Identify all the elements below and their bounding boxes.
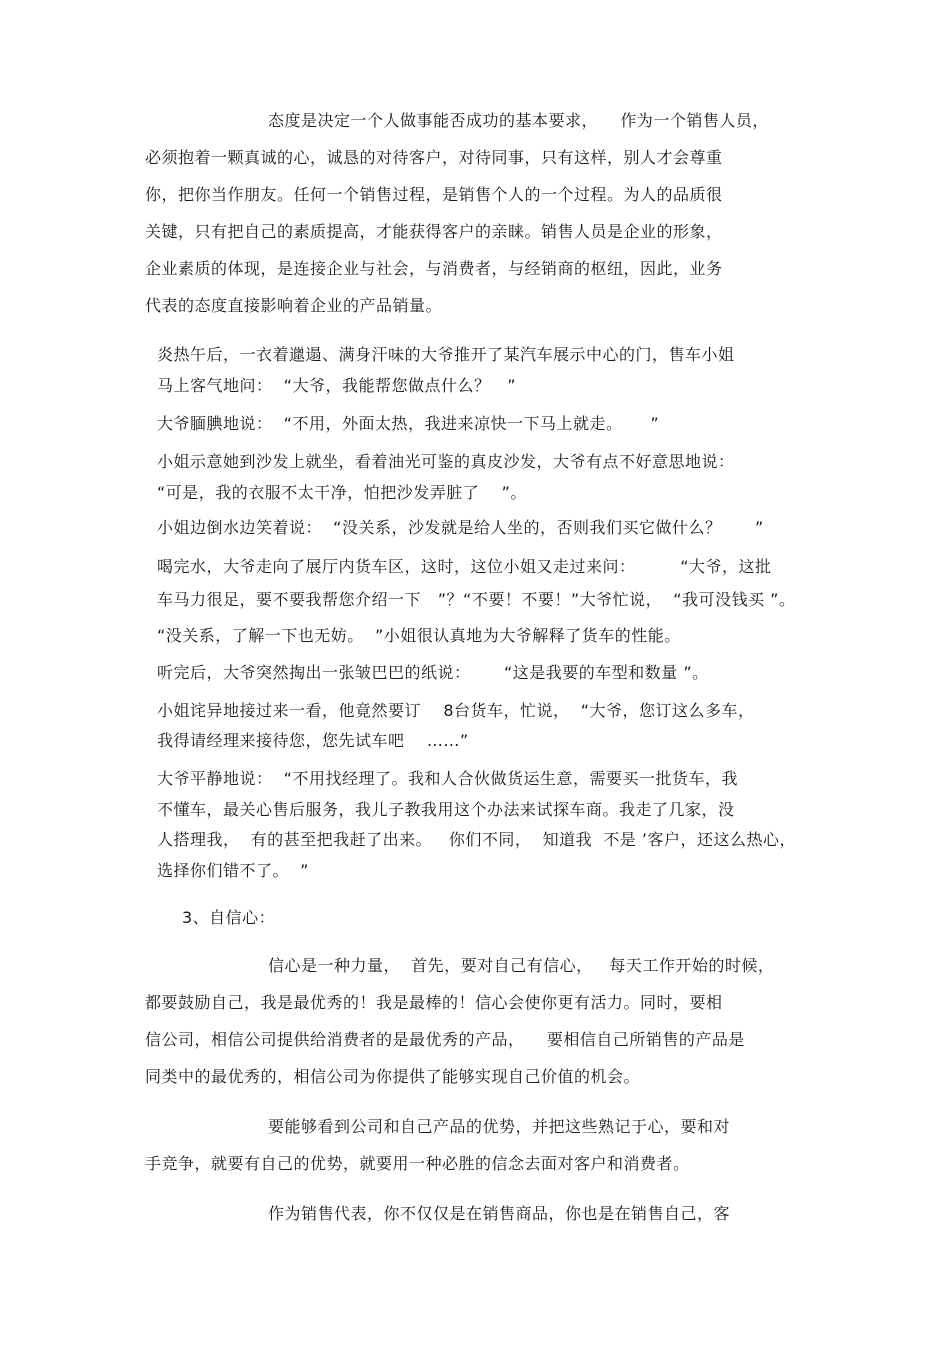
text-line: 企业素质的体现，是连接企业与社会，与消费者，与经销商的枢纽，因此，业务 <box>145 259 723 278</box>
story-line: 车马力很足，要不要我帮您介绍一下 ”？“不要！不要！”大爷忙说， “我可没钱买 ”。 <box>157 590 796 609</box>
text-line: 态度是决定一个人做事能否成功的基本要求， 作为一个销售人员， <box>268 111 769 130</box>
text-line: 手竞争，就要有自己的优势，就要用一种必胜的信念去面对客户和消费者。 <box>145 1154 690 1173</box>
text-line: 信公司，相信公司提供给消费者的是最优秀的产品， 要相信自己所销售的产品是 <box>145 1030 745 1049</box>
story-line: 炎热午后，一衣着邋遢、满身汗味的大爷推开了某汽车展示中心的门，售车小姐 <box>157 345 735 364</box>
text-line: 要能够看到公司和自己产品的优势，并把这些熟记于心，要和对 <box>268 1117 731 1136</box>
story-line: 不懂车，最关心售后服务，我儿子教我用这个办法来试探车商。我走了几家，没 <box>157 800 735 819</box>
text-line: 信心是一种力量， 首先，要对自己有信心， 每天工作开始的时候， <box>268 956 775 975</box>
text-line: 代表的态度直接影响着企业的产品销量。 <box>145 296 443 315</box>
story-line: 小姐诧异地接过来一看，他竟然要订 8台货车，忙说， “大爷，您订这么多车， <box>157 701 755 720</box>
text-line: 必须抱着一颗真诚的心，诚恳的对待客户，对待同事，只有这样，别人才会尊重 <box>145 148 723 167</box>
text-line: 同类中的最优秀的，相信公司为你提供了能够实现自己价值的机会。 <box>145 1067 641 1086</box>
story-line: 马上客气地问： “大爷，我能帮您做点什么？ ” <box>157 376 517 395</box>
story-line: 人搭理我， 有的甚至把我赶了出来。 你们不同， 知道我 不是 ’客户，还这么热心， <box>157 830 796 849</box>
text-line: 关键，只有把自己的素质提高，才能获得客户的亲睐。销售人员是企业的形象， <box>145 222 723 241</box>
story-line: “没关系，了解一下也无妨。 ”小姐很认真地为大爷解释了货车的性能。 <box>157 626 681 645</box>
story-line: 选择你们错不了。 ” <box>157 861 309 880</box>
text-line: 作为销售代表，你不仅仅是在销售商品，你也是在销售自己，客 <box>268 1204 731 1223</box>
text-line: 你，把你当作朋友。任何一个销售过程，是销售个人的一个过程。为人的品质很 <box>145 185 723 204</box>
story-line: “可是，我的衣服不太干净，怕把沙发弄脏了 ”。 <box>157 483 527 502</box>
story-line: 小姐示意她到沙发上就坐，看着油光可鉴的真皮沙发，大爷有点不好意思地说： <box>157 452 735 471</box>
story-line: 喝完水，大爷走向了展厅内货车区，这时，这位小姐又走过来问： “大爷，这批 <box>157 557 772 576</box>
story-line: 大爷平静地说： “不用找经理了。我和人合伙做货运生意，需要买一批货车，我 <box>157 769 738 788</box>
section-heading: 3、自信心： <box>182 908 276 927</box>
story-line: 大爷腼腆地说： “不用，外面太热，我进来凉快一下马上就走。 ” <box>157 414 660 433</box>
story-line: 小姐边倒水边笑着说： “没关系，沙发就是给人坐的，否则我们买它做什么？ ” <box>157 518 764 537</box>
story-line: 我得请经理来接待您，您先试车吧 ……” <box>157 731 469 750</box>
text-line: 都要鼓励自己，我是最优秀的！我是最棒的！信心会使你更有活力。同时，要相 <box>145 993 723 1012</box>
story-line: 听完后，大爷突然掏出一张皱巴巴的纸说： “这是我要的车型和数量 ”。 <box>157 663 709 682</box>
